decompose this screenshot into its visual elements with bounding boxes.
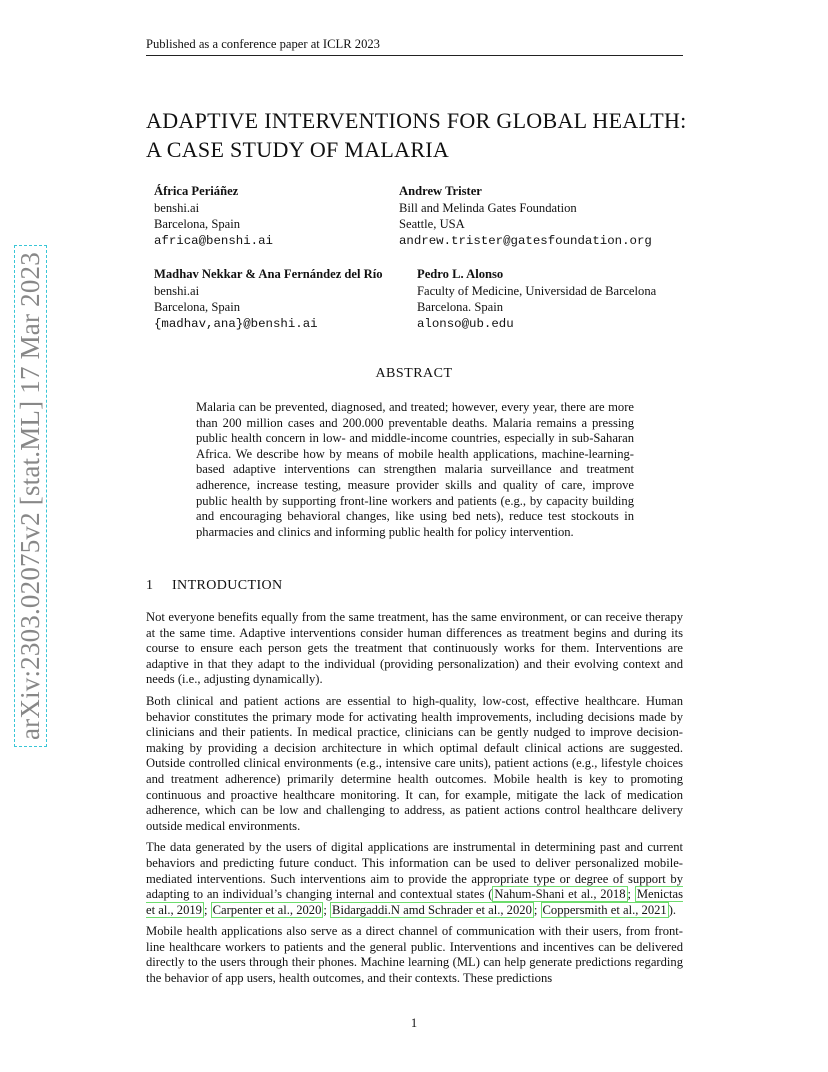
author-block-4	[417, 266, 656, 332]
title-line-1: ADAPTIVE INTERVENTIONS FOR GLOBAL HEALTH:	[146, 108, 687, 133]
author-name: Madhav Nekkar & Ana Fernández del Río	[154, 267, 383, 281]
paragraph-3: The data generated by the users of digital applications are instrumental in determining past and current behaviors and predicting future conduct. This information can be used to deliver personalized mobile-mediated interventions. Such interventions aim to provide the appropriate type or degree of support by adapting to an individual’s changing internal and contextual states ( Nahum-Shani et al., 2018 ; Menictas et al., 2019 ; Carpenter et al., 2020 ; Bidargaddi.N amd Schrader et al., 2020 ; Coppersmith et al., 2021 ).	[146, 840, 683, 917]
author-email[interactable]: {madhav,ana}@benshi.ai	[154, 316, 318, 331]
citation-link[interactable]: Menictas et al., 2019	[146, 887, 683, 917]
author-email[interactable]: alonso@ub.edu	[417, 316, 514, 331]
citation-link[interactable]: Bidargaddi.N amd Schrader et al., 2020	[332, 902, 532, 917]
author-block-3	[154, 266, 383, 332]
paragraph-3-end: ).	[668, 902, 677, 917]
paper-title	[146, 106, 706, 164]
author-location: Barcelona, Spain	[154, 300, 241, 314]
paragraph-1: Not everyone benefits equally from the same treatment, has the same environment, or can receive therapy at the same time. Adaptive interventions consider human differences as treatment begins and during its course to ensure each person gets the treatment that continuously works for them. Interventions are adaptive in that they adapt to the individual (providing personalization) and their evolving context and needs (i.e., adjusting dynamically).	[146, 610, 683, 687]
author-block-1	[154, 183, 273, 249]
author-email[interactable]: andrew.trister@gatesfoundation.org	[399, 233, 652, 248]
abstract-text: Malaria can be prevented, diagnosed, and treated; however, every year, there are more than 200 million cases and 200.000 preventable deaths. Malaria remains a pressing public health concern in low- and middle-income countries, especially in sub-Saharan Africa. We describe how by means of mobile health applications, machine-learning-based adaptive interventions can strengthen malaria surveillance and treatment adherence, increase testing, measure provider skills and quality of care, improve public health by supporting front-line workers and patients (e.g., by capacity building and encouraging behavioral changes, like using bed nets), reduce test stockouts in pharmacies and clinics and informing public health for policy intervention.	[196, 400, 634, 539]
section-number: 1	[146, 578, 154, 593]
author-name: África Periáñez	[154, 184, 239, 198]
citation-link[interactable]: Carpenter et al., 2020	[212, 902, 322, 917]
author-location: Barcelona, Spain	[154, 217, 241, 231]
author-affiliation: Faculty of Medicine, Universidad de Barcelona	[417, 283, 657, 298]
paragraph-2: Both clinical and patient actions are essential to high-quality, low-cost, effective healthcare. Human behavior constitutes the primary mode for activating health improvements, including decisions made by clinicians and their patients. In medical practice, clinicians can be gently nudged to improve decision-making by providing a decision architecture in which optimal default clinical actions are suggested. Outside controlled clinical environments (e.g., intensive care units), patient actions (e.g., lifestyle choices and treatment adherence) primarily determine health outcomes. Mobile health is key to promoting continuous and proactive healthcare monitoring. It can, for example, mitigate the lack of medication adherence, which can be low and challenging to address, as patient actions control healthcare delivery outside medical environments.	[146, 693, 683, 833]
arxiv-stamp[interactable]: arXiv:2303.02075v2 [stat.ML] 17 Mar 2023	[14, 245, 47, 747]
running-header: Published as a conference paper at ICLR 2023	[146, 37, 683, 56]
author-location: Barcelona. Spain	[417, 300, 504, 314]
paragraph-4: Mobile health applications also serve as a direct channel of communication with their users, from front-line healthcare workers to patients and the general public. Interventions and incentives can be delivered directly to the users through their phones. Machine learning (ML) can help generate predictions regarding the behavior of app users, health outcomes, and their contexts. These predictions	[146, 924, 683, 986]
section-heading	[146, 578, 283, 594]
page-number: 1	[410, 1016, 418, 1030]
body-text	[146, 610, 683, 993]
author-block-2	[399, 183, 652, 249]
author-name: Andrew Trister	[399, 184, 482, 198]
abstract-heading: ABSTRACT	[375, 366, 453, 381]
author-affiliation: benshi.ai	[154, 283, 200, 298]
citation-link[interactable]: Nahum-Shani et al., 2018	[494, 887, 626, 902]
author-affiliation: Bill and Melinda Gates Foundation	[399, 200, 577, 215]
author-location: Seattle, USA	[399, 217, 465, 231]
author-affiliation: benshi.ai	[154, 200, 200, 215]
citation-link[interactable]: Coppersmith et al., 2021	[542, 902, 667, 917]
author-email[interactable]: africa@benshi.ai	[154, 233, 273, 248]
section-title: INTRODUCTION	[172, 578, 283, 593]
author-name: Pedro L. Alonso	[417, 267, 504, 281]
paragraph-3-text: The data generated by the users of digital applications are instrumental in determining past and current behaviors and predicting future conduct. This information can be used to deliver personalized mobile-mediated interventions. Such interventions aim to provide the appropriate type or degree of support by adapting to an individual’s changing internal and contextual states (	[146, 840, 683, 902]
title-line-2: A CASE STUDY OF MALARIA	[146, 137, 450, 162]
